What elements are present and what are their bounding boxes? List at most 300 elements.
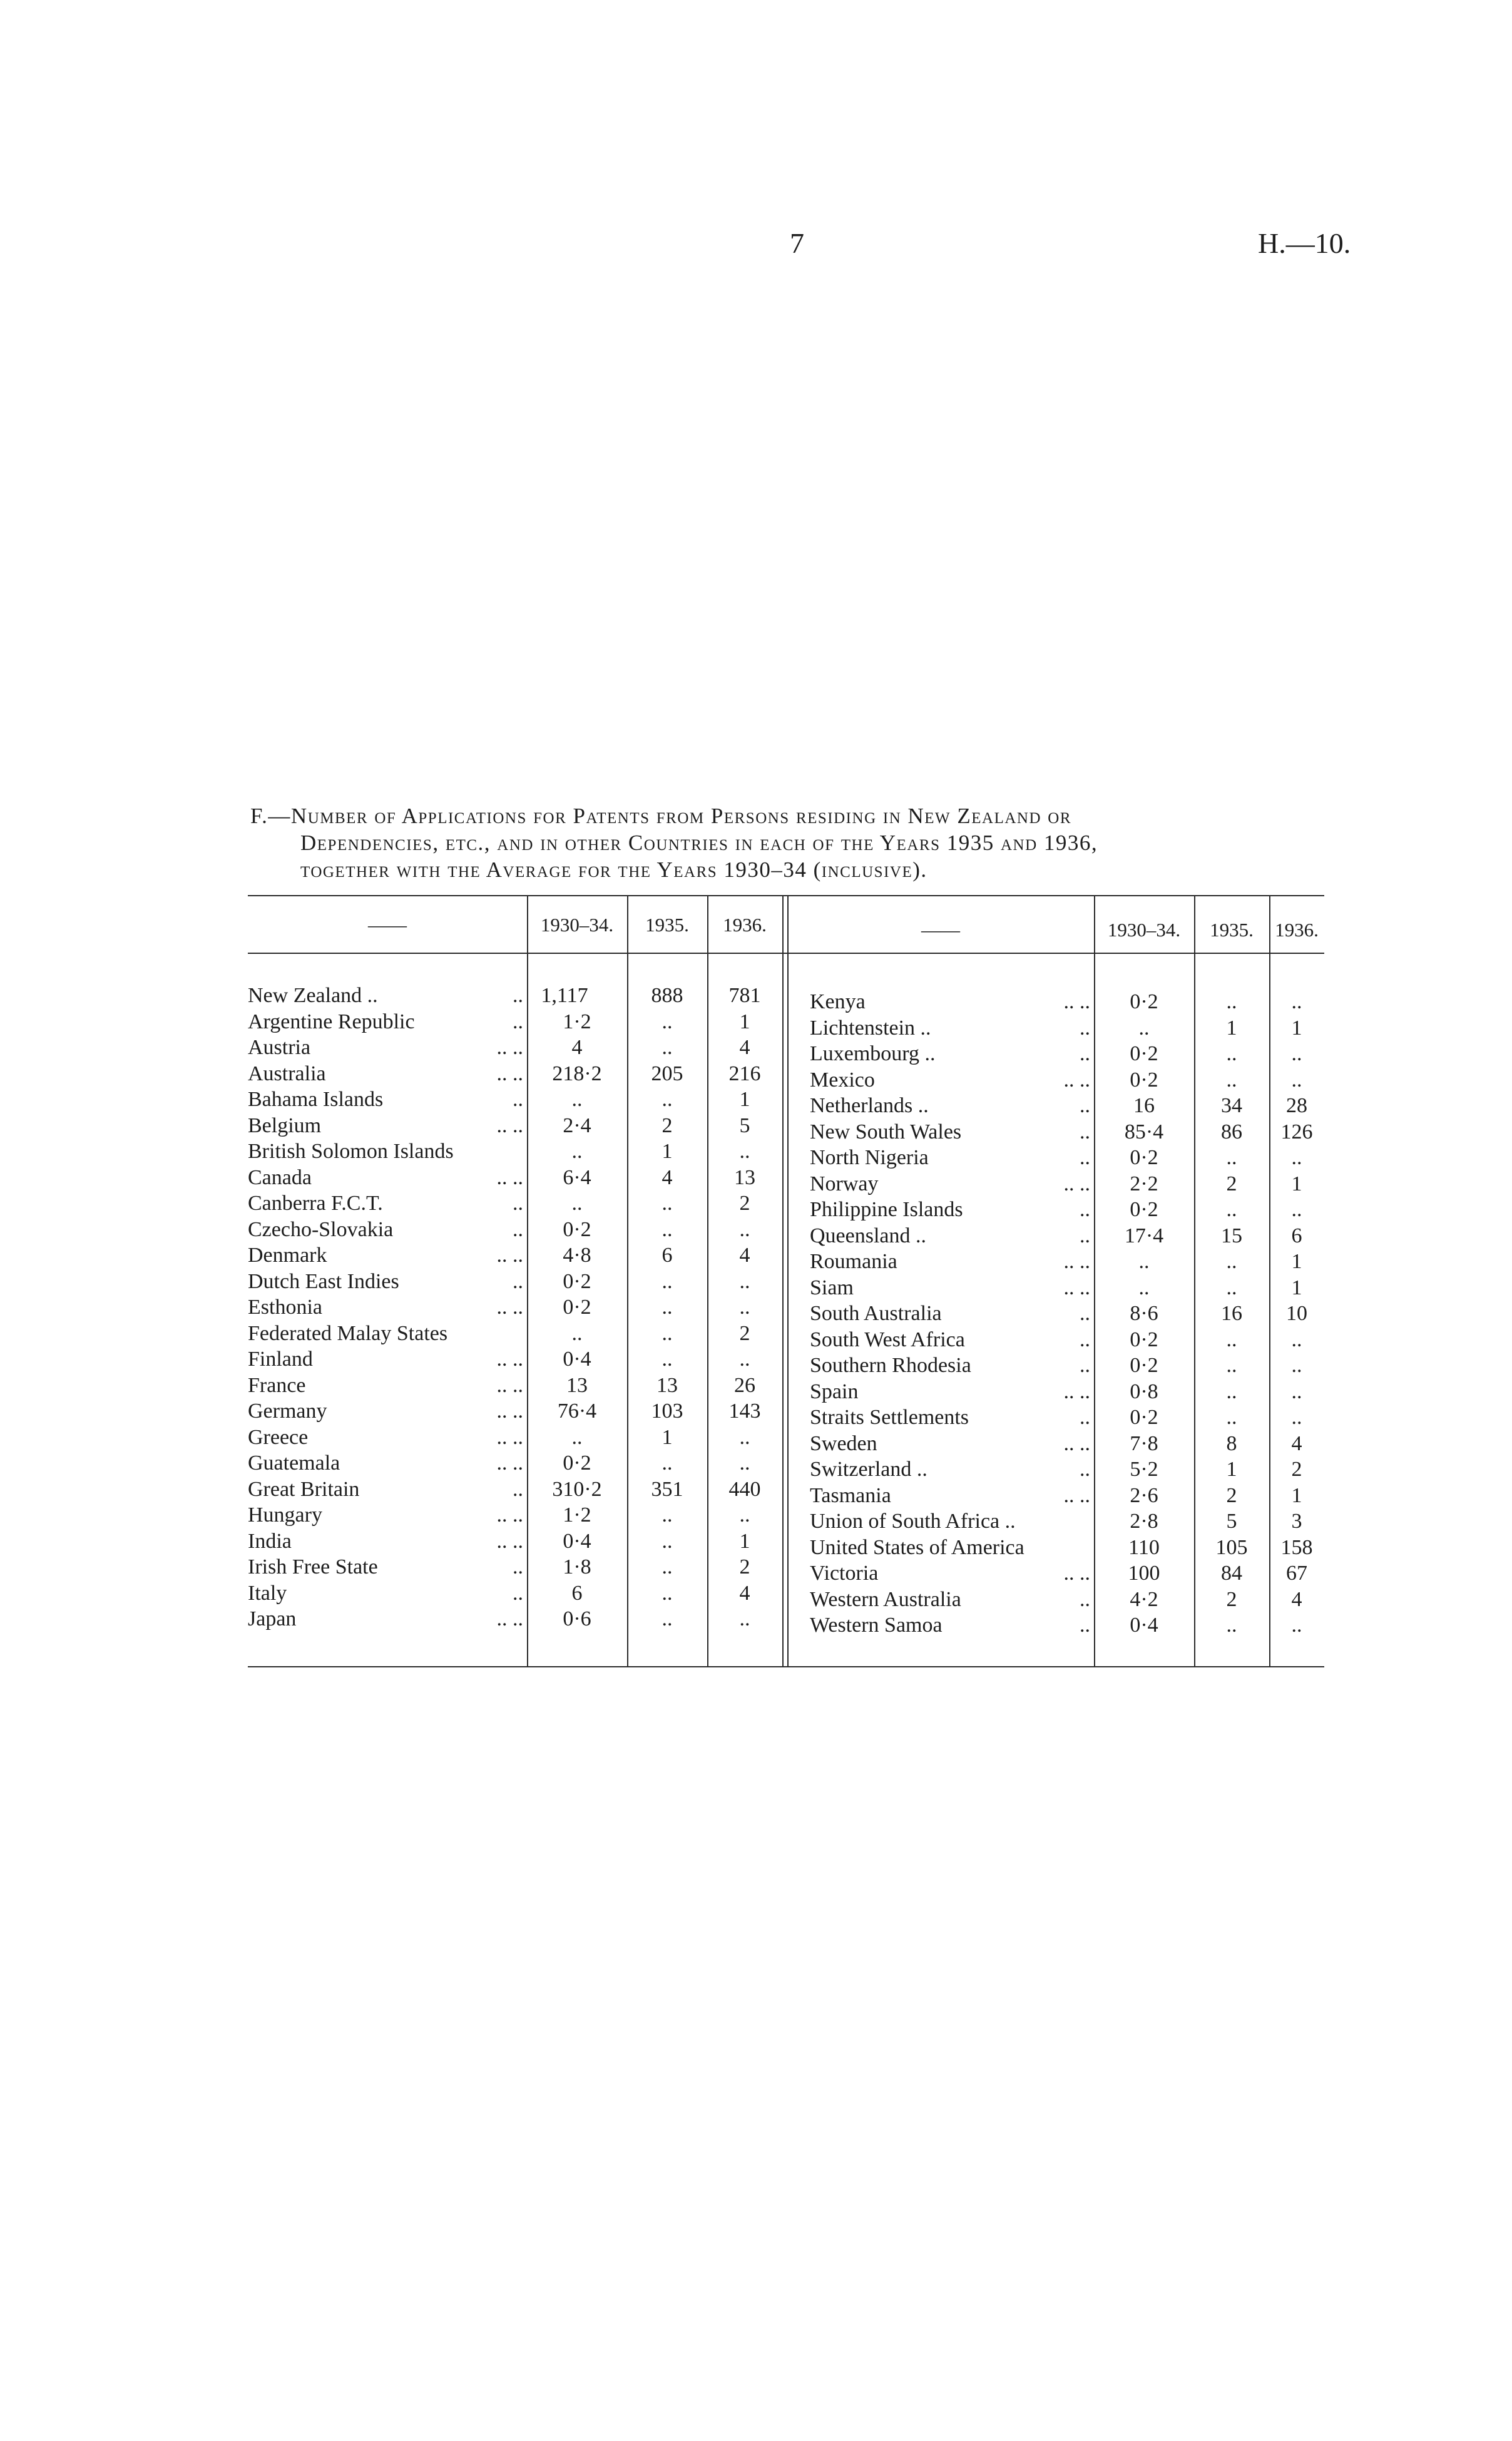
- header-country: ——: [368, 914, 407, 936]
- country-name: Hungary: [248, 1503, 322, 1527]
- leader-dots: ..: [1080, 1328, 1090, 1351]
- avg-value: ..: [571, 1192, 583, 1215]
- leader-dots: ..: [1080, 1120, 1090, 1144]
- value-1935: 2: [662, 1113, 673, 1137]
- country-name: Czecho-Slovakia: [248, 1217, 394, 1241]
- value-1935: ..: [1226, 1276, 1237, 1299]
- leader-dots: .. ..: [496, 1113, 523, 1137]
- value-1935: 5: [1226, 1510, 1237, 1533]
- value-1936: ..: [739, 1503, 750, 1527]
- leader-dots: .. ..: [496, 1451, 523, 1475]
- country-name: Queensland ..: [810, 1224, 927, 1247]
- country-name: Western Australia: [810, 1587, 961, 1611]
- avg-value: 0·2: [1130, 1068, 1158, 1092]
- leader-dots: .. ..: [496, 1529, 523, 1553]
- country-name: Victoria: [810, 1562, 879, 1585]
- avg-value: ..: [1138, 1250, 1150, 1273]
- country-name: India: [248, 1529, 292, 1553]
- table-row: [248, 1269, 782, 1295]
- value-1935: 4: [662, 1165, 673, 1189]
- leader-dots: .. ..: [496, 1348, 523, 1371]
- leader-dots: ..: [513, 1269, 523, 1293]
- country-name: Australia: [248, 1062, 326, 1085]
- leader-dots: ..: [513, 1477, 523, 1501]
- avg-value: 0·2: [1130, 1406, 1158, 1429]
- country-name: Siam: [810, 1276, 854, 1299]
- value-1935: 1: [662, 1425, 673, 1449]
- value-1935: 2: [1226, 1587, 1237, 1611]
- avg-value: ..: [571, 1321, 583, 1345]
- value-1936: 2: [739, 1192, 750, 1215]
- value-1935: ..: [1226, 1068, 1237, 1092]
- value-1935: 2: [1226, 1172, 1237, 1195]
- leader-dots: ..: [1080, 1094, 1090, 1117]
- table-row: [810, 1301, 1324, 1327]
- avg-value: 76·4: [557, 1400, 597, 1423]
- table-row: [248, 1190, 782, 1217]
- leader-dots: .. ..: [1063, 990, 1090, 1013]
- country-name: Germany: [248, 1400, 327, 1423]
- avg-value: 2·8: [1130, 1510, 1158, 1533]
- avg-value: 0·2: [1130, 990, 1158, 1013]
- value-1936: 2: [739, 1321, 750, 1345]
- value-1936: ..: [739, 1140, 750, 1163]
- avg-value: 0·2: [1130, 1042, 1158, 1065]
- value-1936: ..: [739, 1451, 750, 1475]
- leader-dots: .. ..: [1063, 1068, 1090, 1092]
- leader-dots: .. ..: [1063, 1431, 1090, 1455]
- value-1936: 1: [739, 1088, 750, 1111]
- header-bottom-rule: [248, 953, 1324, 954]
- leader-dots: ..: [1080, 1458, 1090, 1481]
- avg-value: 8·6: [1130, 1302, 1158, 1325]
- avg-value: 16: [1133, 1094, 1155, 1117]
- country-name: Japan: [248, 1607, 297, 1630]
- leader-dots: .. ..: [496, 1165, 523, 1189]
- value-1935: 888: [651, 984, 683, 1007]
- col-divider: [787, 895, 789, 1666]
- value-1935: 13: [656, 1373, 678, 1397]
- country-name: Spain: [810, 1379, 859, 1403]
- country-name: New South Wales: [810, 1120, 962, 1144]
- table-row: [248, 1165, 782, 1191]
- table-row: [248, 1425, 782, 1451]
- value-1935: 1: [1226, 1458, 1237, 1481]
- country-name: Mexico: [810, 1068, 875, 1092]
- avg-value: 13: [566, 1373, 588, 1397]
- value-1935: 84: [1221, 1562, 1242, 1585]
- avg-value: 0·4: [1130, 1614, 1158, 1637]
- avg-value: 0·6: [563, 1607, 591, 1630]
- country-name: Irish Free State: [248, 1555, 378, 1579]
- value-1935: ..: [1226, 1146, 1237, 1169]
- value-1936: ..: [1291, 1146, 1302, 1169]
- country-name: Netherlands ..: [810, 1094, 929, 1117]
- value-1936: ..: [1291, 1614, 1302, 1637]
- table-row: [248, 1242, 782, 1269]
- leader-dots: .. ..: [496, 1296, 523, 1319]
- value-1935: ..: [662, 1036, 673, 1059]
- avg-value: 0·2: [563, 1296, 591, 1319]
- value-1936: 28: [1286, 1094, 1307, 1117]
- country-name: Esthonia: [248, 1296, 322, 1319]
- table-row: [248, 1528, 782, 1555]
- leader-dots: ..: [1080, 1224, 1090, 1247]
- country-name: Straits Settlements: [810, 1406, 969, 1429]
- value-1936: 3: [1291, 1510, 1302, 1533]
- value-1936: ..: [1291, 1042, 1302, 1065]
- value-1935: ..: [662, 1088, 673, 1111]
- country-name: Norway: [810, 1172, 879, 1195]
- value-1935: ..: [1226, 1042, 1237, 1065]
- leader-dots: .. ..: [496, 1607, 523, 1630]
- value-1936: ..: [739, 1607, 750, 1630]
- country-name: Roumania: [810, 1250, 897, 1273]
- value-1936: ..: [1291, 1379, 1302, 1403]
- leader-dots: ..: [513, 1192, 523, 1215]
- header-country: ——: [921, 919, 960, 941]
- avg-value: ..: [571, 1140, 583, 1163]
- value-1936: 2: [1291, 1458, 1302, 1481]
- avg-value: 0·2: [1130, 1354, 1158, 1377]
- avg-value: 5·2: [1130, 1458, 1158, 1481]
- avg-value: 0·8: [1130, 1379, 1158, 1403]
- avg-value: 310·2: [552, 1477, 602, 1501]
- leader-dots: ..: [1080, 1354, 1090, 1377]
- table-row: [810, 1379, 1324, 1405]
- header-1935: 1935.: [645, 914, 689, 936]
- table-row: [810, 1535, 1324, 1561]
- country-name: Kenya: [810, 990, 866, 1013]
- table-row: [248, 1450, 782, 1476]
- table-top-rule: [248, 895, 1324, 896]
- table-row: [810, 1353, 1324, 1379]
- value-1935: ..: [662, 1321, 673, 1345]
- leader-dots: ..: [513, 1581, 523, 1605]
- value-1935: ..: [1226, 1328, 1237, 1351]
- table-row: [248, 983, 782, 1009]
- avg-value: 218·2: [552, 1062, 602, 1085]
- leader-dots: ..: [1080, 1016, 1090, 1040]
- table-row: [810, 1560, 1324, 1587]
- value-1935: ..: [662, 1529, 673, 1553]
- leader-dots: .. ..: [496, 1425, 523, 1449]
- avg-value: 0·2: [563, 1217, 591, 1241]
- country-name: Italy: [248, 1581, 287, 1605]
- leader-dots: ..: [1080, 1587, 1090, 1611]
- avg-value: ..: [1138, 1276, 1150, 1299]
- value-1936: 126: [1280, 1120, 1313, 1144]
- table-row: [810, 1041, 1324, 1067]
- value-1935: 8: [1226, 1431, 1237, 1455]
- leader-dots: ..: [513, 1010, 523, 1033]
- caption-line-2: Dependencies, etc., and in other Countries in each of the Years 1935 and 1936,: [300, 831, 1098, 855]
- value-1936: 1: [1291, 1250, 1302, 1273]
- table-row: [810, 1197, 1324, 1223]
- value-1936: 781: [728, 984, 761, 1007]
- avg-value: 100: [1128, 1562, 1160, 1585]
- value-1935: ..: [662, 1451, 673, 1475]
- value-1935: 105: [1215, 1535, 1248, 1559]
- avg-value: 0·2: [563, 1269, 591, 1293]
- country-name: Dutch East Indies: [248, 1269, 399, 1293]
- leader-dots: ..: [1080, 1146, 1090, 1169]
- country-name: South Australia: [810, 1302, 942, 1325]
- avg-value: ..: [571, 1088, 583, 1111]
- value-1936: 4: [739, 1581, 750, 1605]
- caption-line-3: together with the Average for the Years 1930–34 (inclusive).: [300, 857, 927, 882]
- avg-value: 2·4: [563, 1113, 591, 1137]
- country-name: Belgium: [248, 1113, 322, 1137]
- left-rows: [248, 983, 782, 1632]
- country-name: Denmark: [248, 1244, 327, 1267]
- avg-value: 1·8: [563, 1555, 591, 1579]
- table-row: [248, 1502, 782, 1528]
- value-1935: 2: [1226, 1483, 1237, 1507]
- value-1936: 1: [739, 1529, 750, 1553]
- value-1936: 67: [1286, 1562, 1307, 1585]
- leader-dots: .. ..: [1063, 1562, 1090, 1585]
- value-1935: 1: [1226, 1016, 1237, 1040]
- table-row: [810, 1067, 1324, 1093]
- leader-dots: ..: [1080, 1198, 1090, 1221]
- leader-dots: .. ..: [496, 1036, 523, 1059]
- value-1935: ..: [662, 1555, 673, 1579]
- country-name: Finland: [248, 1348, 313, 1371]
- table-row: [810, 1327, 1324, 1353]
- value-1935: 15: [1221, 1224, 1242, 1247]
- leader-dots: .. ..: [496, 1503, 523, 1527]
- table-row: [248, 1087, 782, 1113]
- leader-dots: .. ..: [496, 1244, 523, 1267]
- leader-dots: .. ..: [496, 1400, 523, 1423]
- country-name: Philippine Islands: [810, 1198, 963, 1221]
- table-row: [810, 1456, 1324, 1483]
- value-1935: ..: [1226, 1614, 1237, 1637]
- country-name: Tasmania: [810, 1483, 891, 1507]
- avg-value: 7·8: [1130, 1431, 1158, 1455]
- table-row: [248, 1580, 782, 1607]
- leader-dots: .. ..: [496, 1373, 523, 1397]
- country-name: Great Britain: [248, 1477, 360, 1501]
- value-1935: 86: [1221, 1120, 1242, 1144]
- value-1935: ..: [662, 1010, 673, 1033]
- table-row: [248, 1113, 782, 1139]
- leader-dots: .. ..: [1063, 1172, 1090, 1195]
- value-1936: 6: [1291, 1224, 1302, 1247]
- value-1936: 1: [1291, 1172, 1302, 1195]
- table-row: [810, 1015, 1324, 1041]
- table-row: [248, 1139, 782, 1165]
- table-row: [810, 1171, 1324, 1197]
- value-1935: ..: [662, 1348, 673, 1371]
- country-name: British Solomon Islands: [248, 1140, 454, 1163]
- table-caption: [250, 802, 1352, 883]
- country-name: Argentine Republic: [248, 1010, 415, 1033]
- country-name: New Zealand ..: [248, 984, 378, 1007]
- leader-dots: ..: [1080, 1042, 1090, 1065]
- caption-line-1: F.—Number of Applications for Patents from Persons residing in New Zealand or: [250, 804, 1072, 828]
- avg-value: 1·2: [563, 1503, 591, 1527]
- avg-value: 0·2: [1130, 1328, 1158, 1351]
- leader-dots: .. ..: [1063, 1250, 1090, 1273]
- avg-value: 0·2: [1130, 1198, 1158, 1221]
- value-1935: ..: [662, 1269, 673, 1293]
- value-1935: ..: [1226, 1198, 1237, 1221]
- table-row: [248, 1606, 782, 1632]
- value-1936: ..: [1291, 1328, 1302, 1351]
- table-bottom-rule: [248, 1666, 1324, 1667]
- table-row: [248, 1554, 782, 1580]
- value-1935: ..: [1226, 990, 1237, 1013]
- value-1936: ..: [739, 1269, 750, 1293]
- leader-dots: ..: [513, 1088, 523, 1111]
- avg-value: 0·2: [1130, 1146, 1158, 1169]
- value-1936: ..: [1291, 1354, 1302, 1377]
- value-1936: ..: [739, 1348, 750, 1371]
- table-row: [810, 1145, 1324, 1171]
- value-1936: ..: [739, 1217, 750, 1241]
- leader-dots: ..: [513, 1555, 523, 1579]
- value-1935: 205: [651, 1062, 683, 1085]
- country-name: Southern Rhodesia: [810, 1354, 971, 1377]
- table-row: [248, 1398, 782, 1425]
- avg-value: 6·4: [563, 1165, 591, 1189]
- table-row: [248, 1346, 782, 1373]
- country-name: Canberra F.C.T.: [248, 1192, 383, 1215]
- value-1936: ..: [739, 1296, 750, 1319]
- value-1935: 16: [1221, 1302, 1242, 1325]
- country-name: Union of South Africa ..: [810, 1510, 1016, 1533]
- table-row: [810, 1483, 1324, 1509]
- avg-value: ..: [571, 1425, 583, 1449]
- value-1936: 4: [739, 1244, 750, 1267]
- header-1935: 1935.: [1210, 919, 1254, 941]
- value-1936: 440: [728, 1477, 761, 1501]
- value-1936: 1: [1291, 1483, 1302, 1507]
- country-name: Guatemala: [248, 1451, 340, 1475]
- leader-dots: .. ..: [1063, 1276, 1090, 1299]
- country-name: North Nigeria: [810, 1146, 929, 1169]
- value-1935: ..: [662, 1503, 673, 1527]
- country-name: Canada: [248, 1165, 312, 1189]
- value-1935: ..: [1226, 1406, 1237, 1429]
- value-1935: ..: [662, 1217, 673, 1241]
- avg-value: 6: [571, 1581, 583, 1605]
- table-row: [248, 1294, 782, 1321]
- value-1936: ..: [1291, 1198, 1302, 1221]
- avg-value: 4·8: [563, 1244, 591, 1267]
- avg-value: 17·4: [1124, 1224, 1164, 1247]
- value-1935: ..: [1226, 1379, 1237, 1403]
- col-divider: [782, 895, 784, 1666]
- leader-dots: .. ..: [1063, 1483, 1090, 1507]
- value-1935: 103: [651, 1400, 683, 1423]
- value-1936: 5: [739, 1113, 750, 1137]
- value-1936: 26: [734, 1373, 755, 1397]
- value-1935: 1: [662, 1140, 673, 1163]
- table-row: [810, 1275, 1324, 1301]
- leader-dots: ..: [1080, 1302, 1090, 1325]
- table-row: [810, 1508, 1324, 1535]
- table-row: [810, 1405, 1324, 1431]
- value-1936: 10: [1286, 1302, 1307, 1325]
- country-name: Lichtenstein ..: [810, 1016, 931, 1040]
- value-1936: 1: [1291, 1016, 1302, 1040]
- value-1935: 351: [651, 1477, 683, 1501]
- country-name: Western Samoa: [810, 1614, 942, 1637]
- page-reference: H.—10.: [1258, 227, 1351, 259]
- avg-value: 85·4: [1124, 1120, 1164, 1144]
- table-row: [248, 1009, 782, 1035]
- table-row: [810, 1119, 1324, 1145]
- value-1935: ..: [662, 1296, 673, 1319]
- page-number: 7: [790, 227, 804, 259]
- country-name: Bahama Islands: [248, 1088, 384, 1111]
- avg-value: 0·4: [563, 1529, 591, 1553]
- country-name: Austria: [248, 1036, 311, 1059]
- country-name: Luxembourg ..: [810, 1042, 936, 1065]
- table-row: [248, 1476, 782, 1503]
- country-name: Greece: [248, 1425, 309, 1449]
- table-row: [810, 1093, 1324, 1119]
- leader-dots: ..: [1080, 1406, 1090, 1429]
- table-row: [248, 1035, 782, 1061]
- value-1936: ..: [1291, 990, 1302, 1013]
- country-name: Federated Malay States: [248, 1321, 448, 1345]
- avg-value: 0·4: [563, 1348, 591, 1371]
- country-name: United States of America: [810, 1535, 1024, 1559]
- value-1935: ..: [1226, 1354, 1237, 1377]
- avg-value: 110: [1128, 1535, 1160, 1559]
- value-1935: 6: [662, 1244, 673, 1267]
- table-row: [248, 1373, 782, 1399]
- avg-value: 0·2: [563, 1451, 591, 1475]
- header-1936: 1936.: [1275, 919, 1319, 941]
- value-1935: ..: [1226, 1250, 1237, 1273]
- table-row: [810, 1587, 1324, 1613]
- header-1936: 1936.: [723, 914, 767, 936]
- header-avg-1930-34: 1930–34.: [540, 914, 614, 936]
- patents-table: [248, 895, 1324, 1671]
- avg-value: 2·6: [1130, 1483, 1158, 1507]
- value-1936: 1: [1291, 1276, 1302, 1299]
- country-name: Switzerland ..: [810, 1458, 927, 1481]
- leader-dots: .. ..: [1063, 1379, 1090, 1403]
- avg-value: 1,117: [541, 984, 588, 1007]
- value-1936: 2: [739, 1555, 750, 1579]
- leader-dots: ..: [513, 984, 523, 1007]
- country-name: South West Africa: [810, 1328, 965, 1351]
- country-name: France: [248, 1373, 306, 1397]
- value-1936: 13: [734, 1165, 755, 1189]
- avg-value: ..: [1138, 1016, 1150, 1040]
- value-1936: ..: [739, 1425, 750, 1449]
- value-1936: 158: [1280, 1535, 1313, 1559]
- leader-dots: .. ..: [496, 1062, 523, 1085]
- value-1936: ..: [1291, 1068, 1302, 1092]
- avg-value: 4: [571, 1036, 583, 1059]
- value-1936: 4: [1291, 1431, 1302, 1455]
- leader-dots: ..: [1080, 1614, 1090, 1637]
- value-1936: 4: [739, 1036, 750, 1059]
- table-row: [248, 1061, 782, 1087]
- value-1936: ..: [1291, 1406, 1302, 1429]
- table-row: [810, 1223, 1324, 1249]
- value-1936: 143: [728, 1400, 761, 1423]
- table-row: [810, 1612, 1324, 1639]
- table-row: [810, 1249, 1324, 1275]
